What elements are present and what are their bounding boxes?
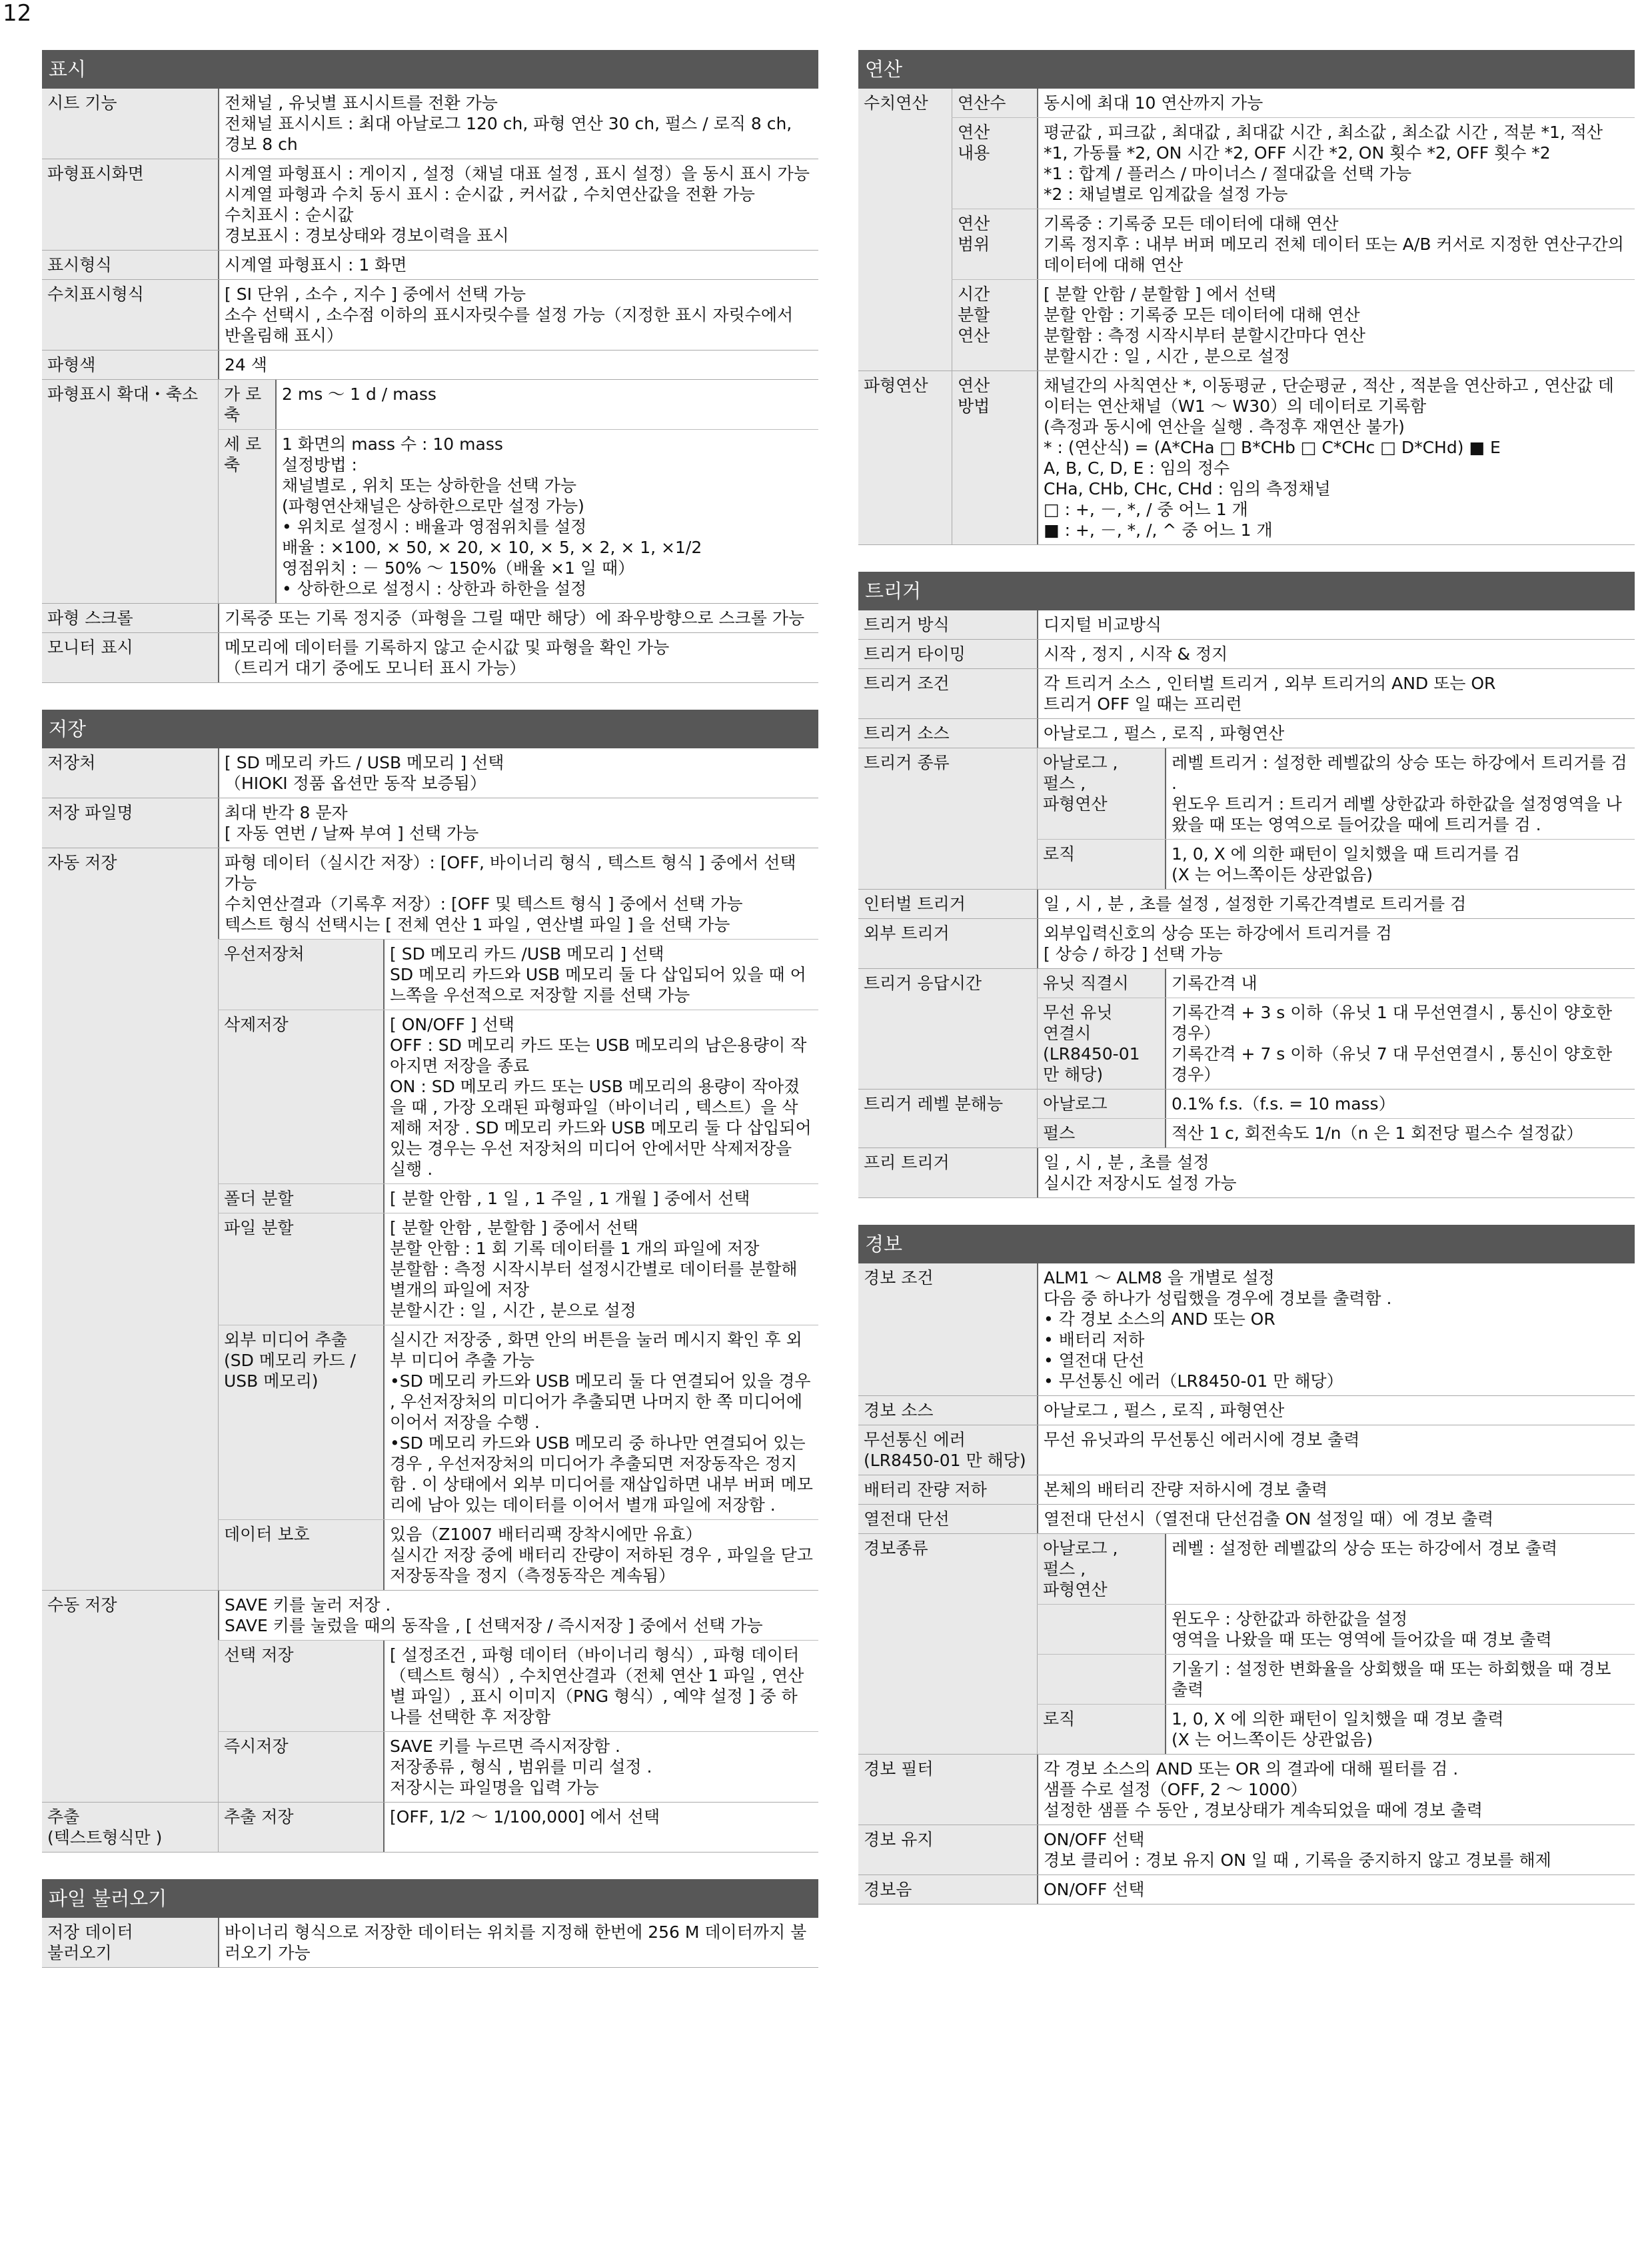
spec-row [42,1803,818,1853]
spec-value: 무선 유닛과의 무선통신 에러시에 경보 출력 [1037,1425,1635,1475]
spec-subkey: 시간 분할 연산 [952,280,1037,371]
section-right-2 [858,1225,1635,1904]
spec-subvalue: 기울기 : 설정한 변화율을 상회했을 때 또는 하회했을 때 경보 출력 [1165,1655,1635,1704]
section-header: 저장 [42,710,818,748]
spec-key: 경보 유지 [858,1825,1037,1875]
section-right-1 [858,572,1635,1198]
spec-value: [ SI 단위 , 소수 , 지수 ] 중에서 선택 가능 소수 선택시 , 소수점 이하의 표시자릿수를 설정 가능（지정한 표시 자릿수에서 반올림해 표시） [218,280,818,350]
spec-subgroup [218,380,818,603]
spec-subgroup [952,371,1635,544]
spec-subvalue: 실시간 저장중 , 화면 안의 버튼을 눌러 메시지 확인 후 외부 미디어 추출 가능 •SD 메모리 카드와 USB 메모리 둘 다 연결되어 있을 경우 , 우선저장처의 미디어가 추출되면 나머지 한 쪽 미디어에 이어서 저장을 수행 . •SD 메모리 카드와 USB 메모리 중 하나만 연결되어 있는 경우 , 우선저장처의 미디어가 추출되면 저장동작은 정지함 . 이 상태에서 외부 미디어를 재삽입하면 내부 버퍼 메모리에 남아 있는 데이터를 이어서 별개 파일에 저장함 . [383,1325,818,1519]
spec-subvalue: 동시에 최대 10 연산까지 가능 [1037,89,1635,117]
spec-key: 경보음 [858,1875,1037,1904]
spec-value: ON/OFF 선택 경보 클리어 : 경보 유지 ON 일 때 , 기록을 중지하지 않고 경보를 해제 [1037,1825,1635,1875]
spec-key: 파형표시화면 [42,159,218,250]
spec-value: 아날로그 , 펄스 , 로직 , 파형연산 [1037,1396,1635,1425]
spec-key: 트리거 종류 [858,748,1037,889]
section-header: 표시 [42,50,818,89]
spec-subkey: 가 로 축 [218,380,275,429]
spec-subrow [1037,1654,1635,1704]
spec-subrow [218,1183,818,1213]
spec-key: 트리거 레벨 분해능 [858,1090,1037,1147]
spec-row [858,371,1635,545]
spec-key: 표시형식 [42,251,218,279]
spec-subkey: 연산 내용 [952,118,1037,209]
spec-value: 바이너리 형식으로 저장한 데이터는 위치를 지정해 한번에 256 M 데이터까지 불러오기 가능 [218,1918,818,1967]
spec-value: 기록중 또는 기록 정지중（파형을 그릴 때만 해당）에 좌우방향으로 스크롤 가능 [218,604,818,632]
spec-subrow [952,117,1635,209]
right-column [858,50,1635,1931]
spec-subkey: 삭제저장 [218,1010,383,1183]
spec-value: 열전대 단선시（열전대 단선검출 ON 설정일 때）에 경보 출력 [1037,1505,1635,1533]
spec-subvalue: SAVE 키를 누르면 즉시저장함 . 저장종류 , 형식 , 범위를 미리 설정 . 저장시는 파일명을 입력 가능 [383,1732,818,1802]
spec-value: 24 색 [218,351,818,379]
spec-subkey: 데이터 보호 [218,1520,383,1590]
spec-value: 디지털 비교방식 [1037,610,1635,639]
spec-subvalue: 기록중 : 기록중 모든 데이터에 대해 연산 기록 정지후 : 내부 버퍼 메모리 전체 데이터 또는 A/B 커서로 지정한 연산구간의 데이터에 대해 연산 [1037,209,1635,279]
spec-subkey: 펄스 [1037,1119,1165,1147]
spec-key: 파형표시 확대・축소 [42,380,218,603]
spec-subvalue: 채널간의 사칙연산 *, 이동평균 , 단순평균 , 적산 , 적분을 연산하고 , 연산값 데이터는 연산채널（W1 ～ W30）의 데이터로 기록함 (측정과 동시에 연산을 실행 . 측정후 재연산 불가) * : (연산식) = (A*CHa □ B*CHb □ C*CHc □ D*CHd) ■ E A, B, C, D, E : 임의 정수 CHa, CHb, CHc, CHd : 임의 측정채널 □ : +, －, *, / 중 어느 1 개 ■ : +, －, *, /, ^ 중 어느 1 개 [1037,371,1635,544]
left-column [42,50,818,1994]
spec-row [858,610,1635,640]
spec-row [42,351,818,380]
spec-row [42,280,818,351]
spec-subvalue: [ 분할 안함 , 분할함 ] 중에서 선택 분할 안함 : 1 회 기록 데이터를 1 개의 파일에 저장 분할함 : 측정 시작시부터 설정시간별로 데이터를 분할해 별개의 파일에 저장 분할시간 : 일 , 시간 , 분으로 설정 [383,1213,818,1325]
section-right-0 [858,50,1635,545]
spec-row [858,1425,1635,1475]
spec-key: 인터벌 트리거 [858,890,1037,918]
spec-subgroup [218,1803,818,1852]
section-header: 파일 불러오기 [42,1879,818,1918]
spec-key: 외부 트리거 [858,919,1037,968]
section-header: 경보 [858,1225,1635,1263]
spec-value: 각 경보 소스의 AND 또는 OR 의 결과에 대해 필터를 검 . 샘플 수로 설정（OFF, 2 ～ 1000） 설정한 샘플 수 동안 , 경보상태가 계속되었을 때에 경보 출력 [1037,1755,1635,1825]
spec-key: 파형색 [42,351,218,379]
spec-subrow [1037,1118,1635,1147]
spec-key: 경보종류 [858,1534,1037,1754]
spec-row [42,251,818,280]
spec-subrow [218,848,818,939]
spec-key: 프리 트리거 [858,1148,1037,1197]
spec-row [858,640,1635,669]
spec-key: 저장 데이터 불러오기 [42,1918,218,1967]
spec-value: 전채널 , 유닛별 표시시트를 전환 가능 전채널 표시시트 : 최대 아날로그 120 ch, 파형 연산 30 ch, 펄스 / 로직 8 ch, 경보 8 ch [218,89,818,159]
spec-subvalue: 0.1% f.s.（f.s. = 10 mass） [1165,1090,1635,1118]
spec-subrow [1037,1704,1635,1754]
spec-row [858,1090,1635,1148]
spec-value: 파형 데이터（실시간 저장）: [OFF, 바이너리 형식 , 텍스트 형식 ] 중에서 선택 가능 수치연산결과（기록후 저장）: [OFF 및 텍스트 형식 ] 중에서 선택 가능 텍스트 형식 선택시는 [ 전체 연산 1 파일 , 연산별 파일 ] 을 선택 가능 [218,848,818,939]
spec-subrow [1037,969,1635,998]
spec-subrow [218,1803,818,1852]
spec-subrow [218,1731,818,1802]
spec-row [858,1755,1635,1825]
spec-subkey: 폴더 분할 [218,1184,383,1213]
spec-subvalue: 레벨 : 설정한 레벨값의 상승 또는 하강에서 경보 출력 [1165,1534,1635,1604]
spec-value: 외부입력신호의 상승 또는 하강에서 트리거를 검 [ 상승 / 하강 ] 선택 가능 [1037,919,1635,968]
spec-subrow [1037,1534,1635,1604]
spec-subkey: 연산 범위 [952,209,1037,279]
spec-key: 수치연산 [858,89,952,371]
spec-subrow [1037,1604,1635,1654]
spec-subkey: 아날로그 , 펄스 , 파형연산 [1037,748,1165,839]
spec-key: 트리거 타이밍 [858,640,1037,668]
spec-subrow [218,1640,818,1731]
spec-subvalue: [ 분할 안함 , 1 일 , 1 주일 , 1 개월 ] 중에서 선택 [383,1184,818,1213]
spec-subvalue: [ SD 메모리 카드 /USB 메모리 ] 선택 SD 메모리 카드와 USB 메모리 둘 다 삽입되어 있을 때 어느쪽을 우선적으로 저장할 지를 선택 가능 [383,940,818,1010]
spec-key: 파형 스크롤 [42,604,218,632]
spec-key: 트리거 방식 [858,610,1037,639]
spec-key: 경보 소스 [858,1396,1037,1425]
spec-row [42,1918,818,1968]
spec-value: 일 , 시 , 분 , 초를 설정 실시간 저장시도 설정 가능 [1037,1148,1635,1197]
section-left-2 [42,1879,818,1968]
spec-row [858,890,1635,919]
spec-subgroup [952,89,1635,371]
spec-row [858,969,1635,1090]
spec-row [858,1825,1635,1875]
spec-subkey: 유닛 직결시 [1037,969,1165,998]
spec-subvalue: [OFF, 1/2 ～ 1/100,000] 에서 선택 [383,1803,818,1852]
spec-subkey: 연산 방법 [952,371,1037,544]
spec-row [858,669,1635,719]
spec-row [858,1875,1635,1904]
spec-row [858,89,1635,371]
spec-subrow [1037,998,1635,1089]
spec-key: 모니터 표시 [42,633,218,682]
spec-value: 최대 반각 8 문자 [ 자동 연번 / 날짜 부여 ] 선택 가능 [218,798,818,848]
spec-row [858,719,1635,748]
spec-subkey: 아날로그 [1037,1090,1165,1118]
spec-subrow [1037,1090,1635,1118]
spec-subrow [1037,839,1635,889]
spec-key: 경보 조건 [858,1263,1037,1395]
spec-row [42,848,818,1591]
spec-subrow [952,279,1635,371]
spec-subgroup [1037,748,1635,889]
spec-key: 저장 파일명 [42,798,218,848]
spec-row [858,748,1635,890]
spec-subgroup [1037,1534,1635,1754]
spec-subkey: 선택 저장 [218,1641,383,1731]
spec-row [42,89,818,159]
spec-row [858,1505,1635,1534]
spec-subkey: 파일 분할 [218,1213,383,1325]
spec-value: 아날로그 , 펄스 , 로직 , 파형연산 [1037,719,1635,748]
spec-subrow [218,429,818,603]
spec-value: ALM1 ～ ALM8 을 개별로 설정 다음 중 하나가 성립했을 경우에 경보를 출력함 . • 각 경보 소스의 AND 또는 OR • 배터리 저하 • 열전대 단선 • 무선통신 에러（LR8450-01 만 해당） [1037,1263,1635,1395]
spec-subvalue: 1 화면의 mass 수 : 10 mass 설정방법 : 채널별로 , 위치 또는 상하한을 선택 가능 (파형연산채널은 상하한으로만 설정 가능) • 위치로 설정시 : 배율과 영점위치를 설정 배율 : ×100, × 50, × 20, × 10, × 5, × 2, × 1, ×1/2 영점위치 : － 50% ～ 150%（배율 ×1 일 때） • 상하한으로 설정시 : 상한과 하한을 설정 [275,430,818,603]
spec-subrow [952,209,1635,279]
spec-subvalue: 기록간격 내 [1165,969,1635,998]
spec-subvalue: 적산 1 c, 회전속도 1/n（n 은 1 회전당 펄스수 설정값） [1165,1119,1635,1147]
spec-subrow [952,371,1635,544]
spec-value: 시계열 파형표시 : 1 화면 [218,251,818,279]
spec-row [42,1591,818,1803]
spec-subvalue: 있음（Z1007 배터리팩 장착시에만 유효） 실시간 저장 중에 배터리 잔량이 저하된 경우 , 파일을 닫고 저장동작을 정지（측정동작은 계속됨） [383,1520,818,1590]
section-left-0 [42,50,818,683]
spec-row [42,159,818,251]
spec-subvalue: 1, 0, X 에 의한 패턴이 일치했을 때 경보 출력 (X 는 어느쪽이든 상관없음) [1165,1705,1635,1754]
spec-subvalue: 평균값 , 피크값 , 최대값 , 최대값 시간 , 최소값 , 최소값 시간 , 적분 *1, 적산 *1, 가동률 *2, ON 시간 *2, OFF 시간 *2, ON 횟수 *2, OFF 횟수 *2 *1 : 합계 / 플러스 / 마이너스 / 절대값을 선택 가능 *2 : 채널별로 임계값을 설정 가능 [1037,118,1635,209]
spec-subrow [1037,748,1635,839]
spec-row [42,604,818,633]
spec-subvalue: 1, 0, X 에 의한 패턴이 일치했을 때 트리거를 검 (X 는 어느쪽이든 상관없음) [1165,840,1635,889]
spec-subkey: 무선 유닛 연결시 (LR8450-01 만 해당) [1037,998,1165,1089]
spec-value: ON/OFF 선택 [1037,1875,1635,1904]
spec-subkey: 추출 저장 [218,1803,383,1852]
spec-subkey: 로직 [1037,1705,1165,1754]
spec-key: 트리거 소스 [858,719,1037,748]
spec-row [42,748,818,798]
spec-value: 시작 , 정지 , 시작 & 정지 [1037,640,1635,668]
spec-value: [ SD 메모리 카드 / USB 메모리 ] 선택 （HIOKI 정품 옵션만 동작 보증됨） [218,748,818,798]
spec-subrow [218,380,818,429]
spec-row [858,919,1635,969]
spec-subvalue: [ 분할 안함 / 분할함 ] 에서 선택 분할 안함 : 기록중 모든 데이터에 대해 연산 분할함 : 측정 시작시부터 분할시간마다 연산 분할시간 : 일 , 시간 , 분으로 설정 [1037,280,1635,371]
spec-subvalue: 기록간격 + 3 s 이하（유닛 1 대 무선연결시 , 통신이 양호한 경우） 기록간격 + 7 s 이하（유닛 7 대 무선연결시 , 통신이 양호한 경우） [1165,998,1635,1089]
spec-key: 파형연산 [858,371,952,544]
spec-subrow [218,1010,818,1183]
spec-subkey [1037,1605,1165,1654]
spec-key: 추출 (텍스트형식만 ) [42,1803,218,1852]
spec-value: 각 트리거 소스 , 인터벌 트리거 , 외부 트리거의 AND 또는 OR 트리거 OFF 일 때는 프리런 [1037,669,1635,718]
spec-subkey: 우선저장처 [218,940,383,1010]
spec-row [42,798,818,848]
spec-subkey [1037,1655,1165,1704]
spec-subvalue: [ 설정조건 , 파형 데이터（바이너리 형식）, 파형 데이터（텍스트 형식）, 수치연산결과（전체 연산 1 파일 , 연산별 파일）, 표시 이미지（PNG 형식）, 예약 설정 ] 중 하나를 선택한 후 저장함 [383,1641,818,1731]
spec-key: 수치표시형식 [42,280,218,350]
section-header: 트리거 [858,572,1635,610]
spec-row [858,1263,1635,1396]
spec-subvalue: 레벨 트리거 : 설정한 레벨값의 상승 또는 하강에서 트리거를 검 . 윈도우 트리거 : 트리거 레벨 상한값과 하한값을 설정영역을 나왔을 때 또는 영역으로 들어갔을 때에 트리거를 검 . [1165,748,1635,839]
section-left-1 [42,710,818,1853]
spec-value: 일 , 시 , 분 , 초를 설정 , 설정한 기록간격별로 트리거를 검 [1037,890,1635,918]
spec-key: 무선통신 에러 (LR8450-01 만 해당) [858,1425,1037,1475]
spec-subkey: 외부 미디어 추출 (SD 메모리 카드 / USB 메모리) [218,1325,383,1519]
spec-subrow [218,1519,818,1590]
spec-key: 트리거 조건 [858,669,1037,718]
spec-value: 메모리에 데이터를 기록하지 않고 순시값 및 파형을 확인 가능 （트리거 대기 중에도 모니터 표시 가능） [218,633,818,682]
spec-subrow [218,1591,818,1640]
spec-row [858,1475,1635,1505]
spec-row [42,380,818,604]
spec-subkey: 세 로 축 [218,430,275,603]
spec-key: 저장처 [42,748,218,798]
spec-row [858,1148,1635,1198]
spec-key: 트리거 응답시간 [858,969,1037,1089]
spec-subrow [218,1325,818,1519]
spec-subgroup [218,848,818,1590]
spec-subrow [218,939,818,1010]
spec-row [42,633,818,683]
spec-value: SAVE 키를 눌러 저장 . SAVE 키를 눌렀을 때의 동작을 , [ 선택저장 / 즉시저장 ] 중에서 선택 가능 [218,1591,818,1640]
spec-key: 수동 저장 [42,1591,218,1802]
spec-subkey: 로직 [1037,840,1165,889]
page-number: 12 [3,0,32,27]
spec-subkey: 즉시저장 [218,1732,383,1802]
spec-value: 시계열 파형표시 : 게이지 , 설정（채널 대표 설정 , 표시 설정）을 동시 표시 가능 시계열 파형과 수치 동시 표시 : 순시값 , 커서값 , 수치연산값을 전환 가능 수치표시 : 순시값 경보표시 : 경보상태와 경보이력을 표시 [218,159,818,250]
spec-row [858,1534,1635,1755]
spec-key: 경보 필터 [858,1755,1037,1825]
spec-subvalue: [ ON/OFF ] 선택 OFF : SD 메모리 카드 또는 USB 메모리의 남은용량이 작아지면 저장을 종료 ON : SD 메모리 카드 또는 USB 메모리의 용량이 작아졌을 때 , 가장 오래된 파형파일（바이너리 , 텍스트）을 삭제해 저장 . SD 메모리 카드와 USB 메모리 둘 다 삽입되어 있는 경우는 우선 저장처의 미디어 안에서만 삭제저장을 실행 . [383,1010,818,1183]
spec-subgroup [1037,969,1635,1089]
spec-subkey: 연산수 [952,89,1037,117]
spec-subgroup [1037,1090,1635,1147]
spec-subvalue: 2 ms ～ 1 d / mass [275,380,818,429]
spec-subvalue: 윈도우 : 상한값과 하한값을 설정 영역을 나왔을 때 또는 영역에 들어갔을 때 경보 출력 [1165,1605,1635,1654]
spec-subrow [952,89,1635,117]
spec-subrow [218,1213,818,1325]
spec-value: 본체의 배터리 잔량 저하시에 경보 출력 [1037,1475,1635,1504]
section-header: 연산 [858,50,1635,89]
spec-key: 배터리 잔량 저하 [858,1475,1037,1504]
spec-subgroup [218,1591,818,1802]
spec-key: 자동 저장 [42,848,218,1590]
spec-subkey: 아날로그 , 펄스 , 파형연산 [1037,1534,1165,1604]
spec-key: 시트 기능 [42,89,218,159]
spec-key: 열전대 단선 [858,1505,1037,1533]
spec-row [858,1396,1635,1425]
